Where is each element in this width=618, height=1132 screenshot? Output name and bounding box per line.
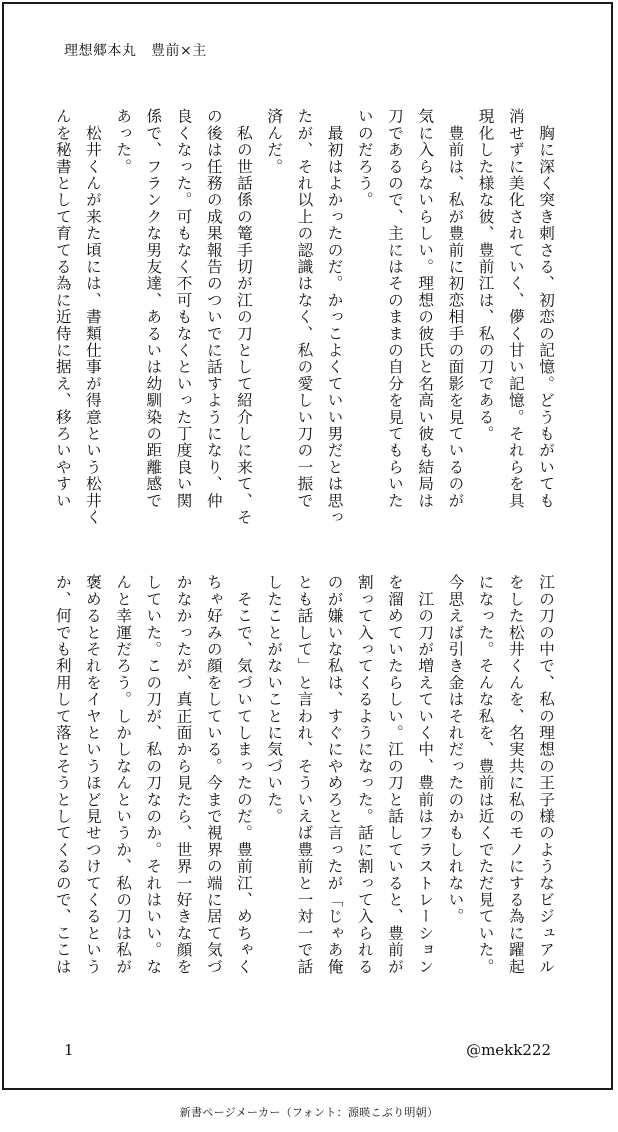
body-text-upper: [51, 108, 561, 528]
text-line: ちゃ好みの顔をしている。今まで視界の端に居て気づ: [204, 574, 223, 975]
text-line: たが、それ以上の認識はなく、私の愛しい刀の一振で: [295, 108, 314, 509]
text-line: したことがないことに気づいた。: [265, 574, 284, 825]
text-line: 最初はよかったのだ。かっこよくていい男だとは思っ: [325, 108, 344, 526]
text-line: かなかったが、真正面から見たら、世界一好きな顔を: [174, 574, 193, 975]
text-line: いのだろう。: [355, 108, 374, 209]
text-line: をした松井くんを、名実共に私のモノにする為に躍起: [506, 574, 525, 975]
text-line: 褒めるとそれをイヤというほど見せつけてくるという: [83, 574, 102, 975]
text-line: とも話して」と言われ、そういえば豊前と一対一で話: [295, 574, 314, 975]
text-line: 刀であるので、主にはそのままの自分を見てもらいた: [385, 108, 404, 509]
text-line: あった。: [114, 108, 133, 175]
text-line: 係で、フランクな男友達、あるいは幼馴染の距離感で: [144, 108, 163, 509]
text-line: んと幸運だろう。しかしなんというか、私の刀は私が: [114, 574, 133, 975]
text-line: 豊前は、私が豊前に初恋相手の面影を見ているのが: [446, 108, 465, 509]
text-line: 江の刀の中で、私の理想の王子様のようなビジュアル: [537, 574, 555, 975]
generator-credit: 新書ページメーカー（フォント：源暎こぶり明朝）: [179, 1106, 439, 1119]
text-line: んを秘書として育てる為に近侍に据え、移ろいやすい: [53, 108, 72, 509]
text-line: していた。この刀が、私の刀なのか。それはいい。な: [144, 574, 163, 975]
text-line: 済んだ。: [265, 108, 284, 175]
text-line: 私の世話係の篭手切が江の刀として紹介しに来て、そ: [234, 108, 253, 526]
text-line: 割って入ってくるようになった。話に割って入られる: [355, 574, 374, 975]
text-line: 胸に深く突き刺さる、初恋の記憶。どうもがいても: [537, 108, 555, 509]
text-line: そこで、気づいてしまったのだ。豊前江、めちゃく: [234, 574, 253, 975]
text-line: か、何でも利用して落とそうとしてくるので、ここは: [53, 574, 72, 975]
text-line: になった。そんな私を、豊前は近くでただ見ていた。: [476, 574, 495, 975]
page-header-title: 理想郷本丸 豊前×主: [64, 43, 207, 59]
text-line: を溜めていたらしい。江の刀と話していると、豊前が: [385, 574, 404, 975]
text-line: 良くなった。可もなく不可もなくといった丁度良い関: [174, 108, 193, 509]
text-line: 消せずに美化されていく、儚く甘い記憶。それらを具: [506, 108, 525, 509]
text-line: 江の刀が増えていく中、豊前はフラストレーション: [416, 574, 435, 975]
page-frame: [2, 2, 613, 1090]
text-line: 気に入らないらしい。理想の彼氏と名高い彼も結局は: [416, 108, 435, 509]
body-text-lower: [51, 574, 561, 999]
text-line: の後は任務の成果報告のついでに話すようになり、仲: [204, 108, 223, 509]
page-number: 1: [64, 1041, 74, 1059]
text-line: 現化した様な彼、豊前江は、私の刀である。: [476, 108, 495, 442]
text-line: 今思えば引き金はそれだったのかもしれない。: [446, 574, 465, 925]
text-line: 松井くんが来た頃には、書類仕事が得意という松井く: [83, 108, 102, 526]
text-line: のが嫌いな私は、すぐにやめろと言ったが「じゃあ俺: [325, 574, 344, 975]
author-handle: @mekk222: [466, 1041, 551, 1059]
